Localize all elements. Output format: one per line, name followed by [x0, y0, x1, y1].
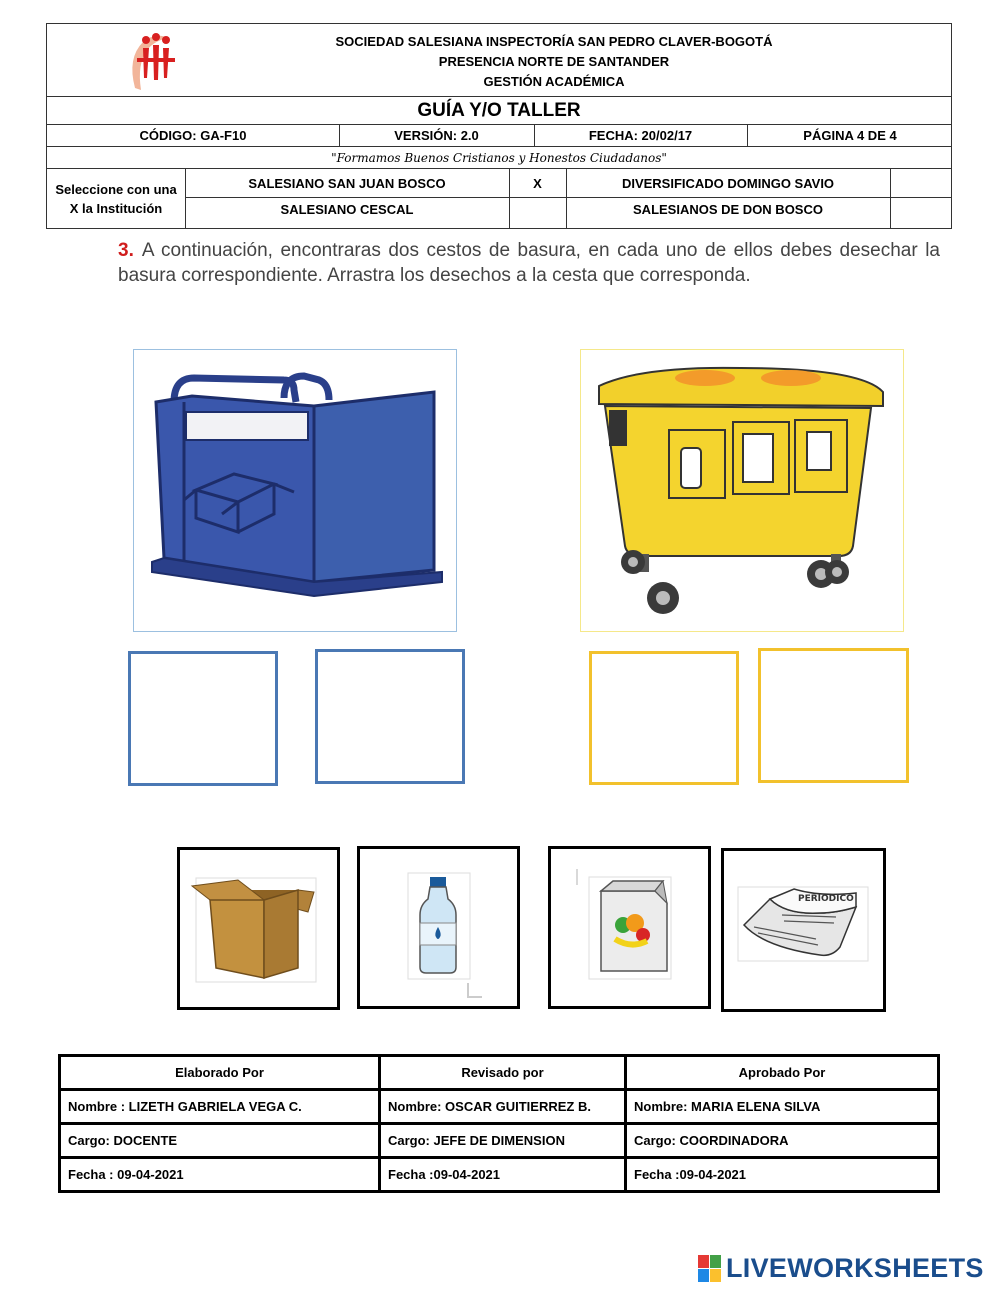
footer-cell: Nombre : LIZETH GABRIELA VEGA C.	[60, 1090, 380, 1124]
blue-drop-box[interactable]	[128, 651, 278, 786]
institution-name: DIVERSIFICADO DOMINGO SAVIO	[621, 175, 835, 191]
yellow-bin-image	[580, 349, 904, 632]
water-bottle-icon	[360, 849, 517, 1006]
item-water-bottle[interactable]	[357, 846, 520, 1009]
footer-cell: Fecha : 09-04-2021	[60, 1158, 380, 1192]
title-row	[47, 97, 951, 125]
newspaper-title: PERIODICO	[798, 894, 854, 904]
codigo-cell: CÓDIGO: GA-F10	[139, 128, 247, 143]
footer-cell: Fecha :09-04-2021	[626, 1158, 939, 1192]
yellow-container-bin-icon	[581, 350, 903, 631]
item-juice-carton[interactable]	[548, 846, 711, 1009]
item-newspaper[interactable]	[721, 848, 886, 1012]
item-cardboard-box[interactable]	[177, 847, 340, 1010]
institution-mark[interactable]	[509, 197, 566, 221]
select-label: Seleccione con una X la Institución	[55, 182, 177, 216]
approval-table	[58, 1054, 940, 1193]
org-line-1: SOCIEDAD SALESIANA INSPECTORÍA SAN PEDRO CLAVER-BOGOTÁ	[335, 34, 773, 49]
salesian-logo-icon	[125, 28, 185, 96]
cardboard-box-icon	[180, 850, 337, 1007]
pagina-cell: PÁGINA 4 DE 4	[803, 128, 897, 143]
instruction-number: 3.	[118, 240, 134, 261]
footer-cell: Cargo: DOCENTE	[60, 1124, 380, 1158]
juice-carton-icon	[551, 849, 708, 1006]
header-org-row	[47, 24, 951, 97]
org-name	[197, 32, 911, 92]
institution-name: SALESIANO SAN JUAN BOSCO	[248, 175, 446, 191]
institution-name: SALESIANO CESCAL	[280, 201, 414, 217]
institution-name: SALESIANOS DE DON BOSCO	[633, 201, 823, 217]
institution-mark[interactable]	[890, 169, 953, 197]
motto: "Formamos Buenos Cristianos y Honestos Ciudadanos"	[331, 150, 667, 165]
footer-header: Aprobado Por	[626, 1056, 939, 1090]
org-line-2: PRESENCIA NORTE DE SANTANDER	[438, 54, 670, 69]
motto-row	[47, 147, 951, 169]
yellow-drop-box[interactable]	[589, 651, 739, 785]
newspaper-icon	[724, 851, 883, 1009]
footer-cell: Cargo: JEFE DE DIMENSION	[380, 1124, 626, 1158]
doc-title: GUÍA Y/O TALLER	[417, 99, 581, 121]
meta-row	[47, 125, 951, 147]
liveworksheets-brand	[698, 1253, 984, 1284]
header-table	[46, 23, 952, 229]
fecha-cell: FECHA: 20/02/17	[588, 128, 693, 143]
footer-cell: Nombre: MARIA ELENA SILVA	[626, 1090, 939, 1124]
institution-row	[47, 169, 951, 229]
blue-drop-box[interactable]	[315, 649, 465, 784]
footer-header: Elaborado Por	[60, 1056, 380, 1090]
institution-mark[interactable]	[890, 197, 953, 221]
institution-mark[interactable]: X	[533, 175, 542, 191]
footer-cell: Cargo: COORDINADORA	[626, 1124, 939, 1158]
liveworksheets-logo-icon	[698, 1255, 722, 1283]
blue-recycling-bin-icon	[134, 350, 456, 631]
instruction	[118, 238, 940, 288]
blue-bin-image	[133, 349, 457, 632]
brand-text: LIVEWORKSHEETS	[726, 1253, 984, 1283]
footer-cell: Nombre: OSCAR GUITIERREZ B.	[380, 1090, 626, 1124]
footer-header: Revisado por	[380, 1056, 626, 1090]
yellow-drop-box[interactable]	[758, 648, 909, 783]
footer-cell: Fecha :09-04-2021	[380, 1158, 626, 1192]
org-line-3: GESTIÓN ACADÉMICA	[483, 74, 625, 89]
version-cell: VERSIÓN: 2.0	[394, 128, 479, 143]
instruction-text: A continuación, encontraras dos cestos de basura, en cada uno de ellos debes desechar la basura correspondiente. Arrastra los desechos a la cesta que corresponda.	[118, 240, 940, 286]
